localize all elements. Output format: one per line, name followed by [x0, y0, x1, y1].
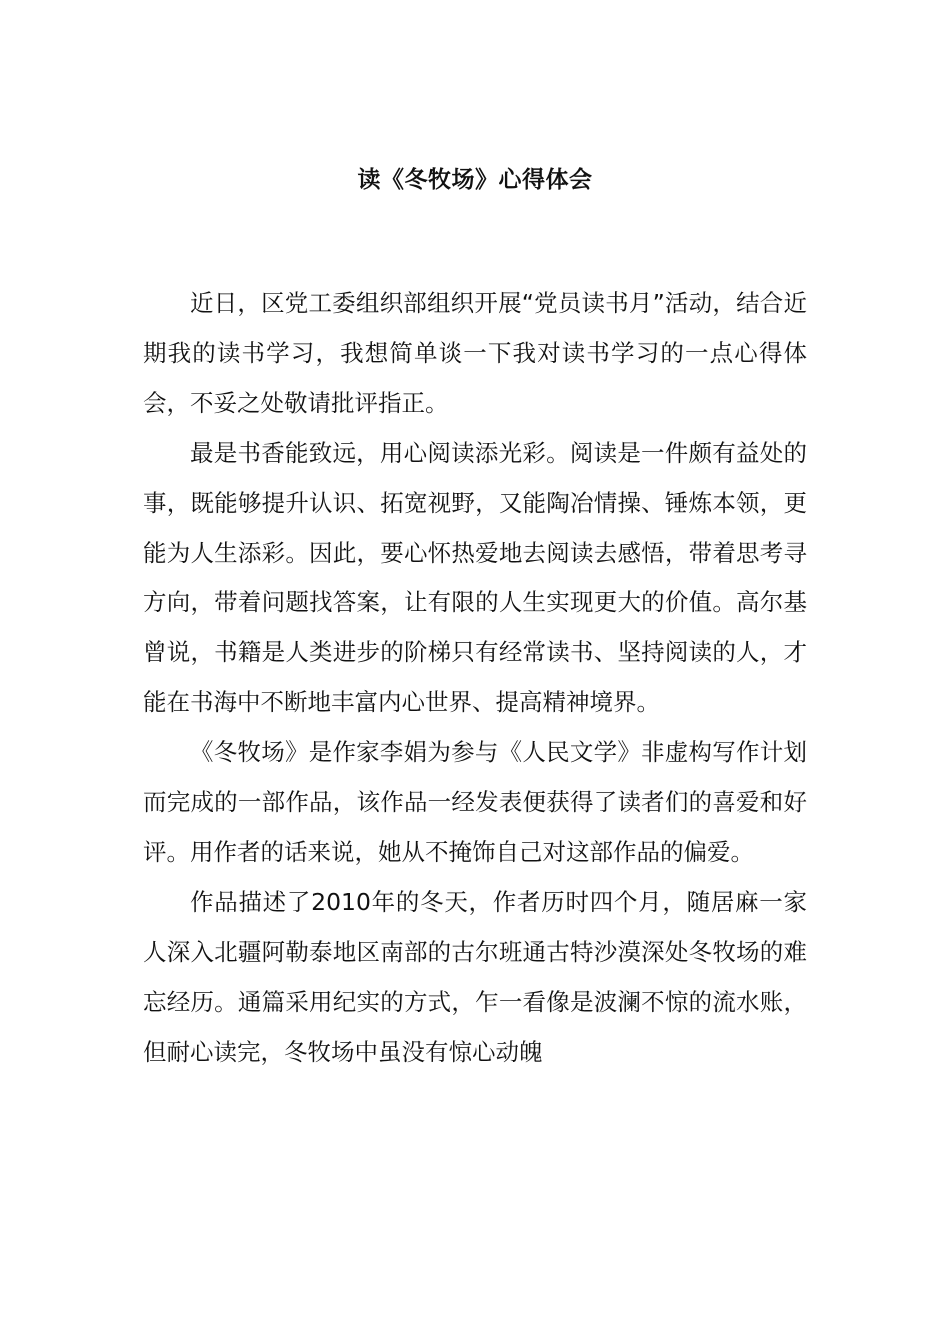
document-title: 读《冬牧场》心得体会: [357, 167, 593, 193]
paragraph-intro: 近日，区党工委组织部组织开展“党员读书月”活动，结合近期我的读书学习，我想简单谈一下我对读书学习的一点心得体会，不妥之处敬请批评指正。: [143, 289, 807, 417]
paragraph-reading-value: 最是书香能致远，用心阅读添光彩。阅读是一件颇有益处的事，既能够提升认识、拓宽视野，又能陶冶情操、锤炼本领，更能为人生添彩。因此，要心怀热爱地去阅读去感悟，带着思考寻方向，带着问题找答案，让有限的人生实现更大的价值。高尔基曾说，书籍是人类进步的阶梯只有经常读书、坚持阅读的人，才能在书海中不断地丰富内心世界、提高精神境界。: [143, 438, 807, 717]
document-body: [143, 279, 807, 1078]
paragraph-book-intro: 《冬牧场》是作家李娟为参与《人民文学》非虚构写作计划而完成的一部作品，该作品一经发表便获得了读者们的喜爱和好评。用作者的话来说，她从不掩饰自己对这部作品的偏爱。: [143, 738, 807, 866]
paragraph-book-content: 作品描述了2010年的冬天，作者历时四个月，随居麻一家人深入北疆阿勒泰地区南部的古尔班通古特沙漠深处冬牧场的难忘经历。通篇采用纪实的方式，乍一看像是波澜不惊的流水账，但耐心读完，冬牧场中虽没有惊心动魄: [143, 887, 807, 1066]
